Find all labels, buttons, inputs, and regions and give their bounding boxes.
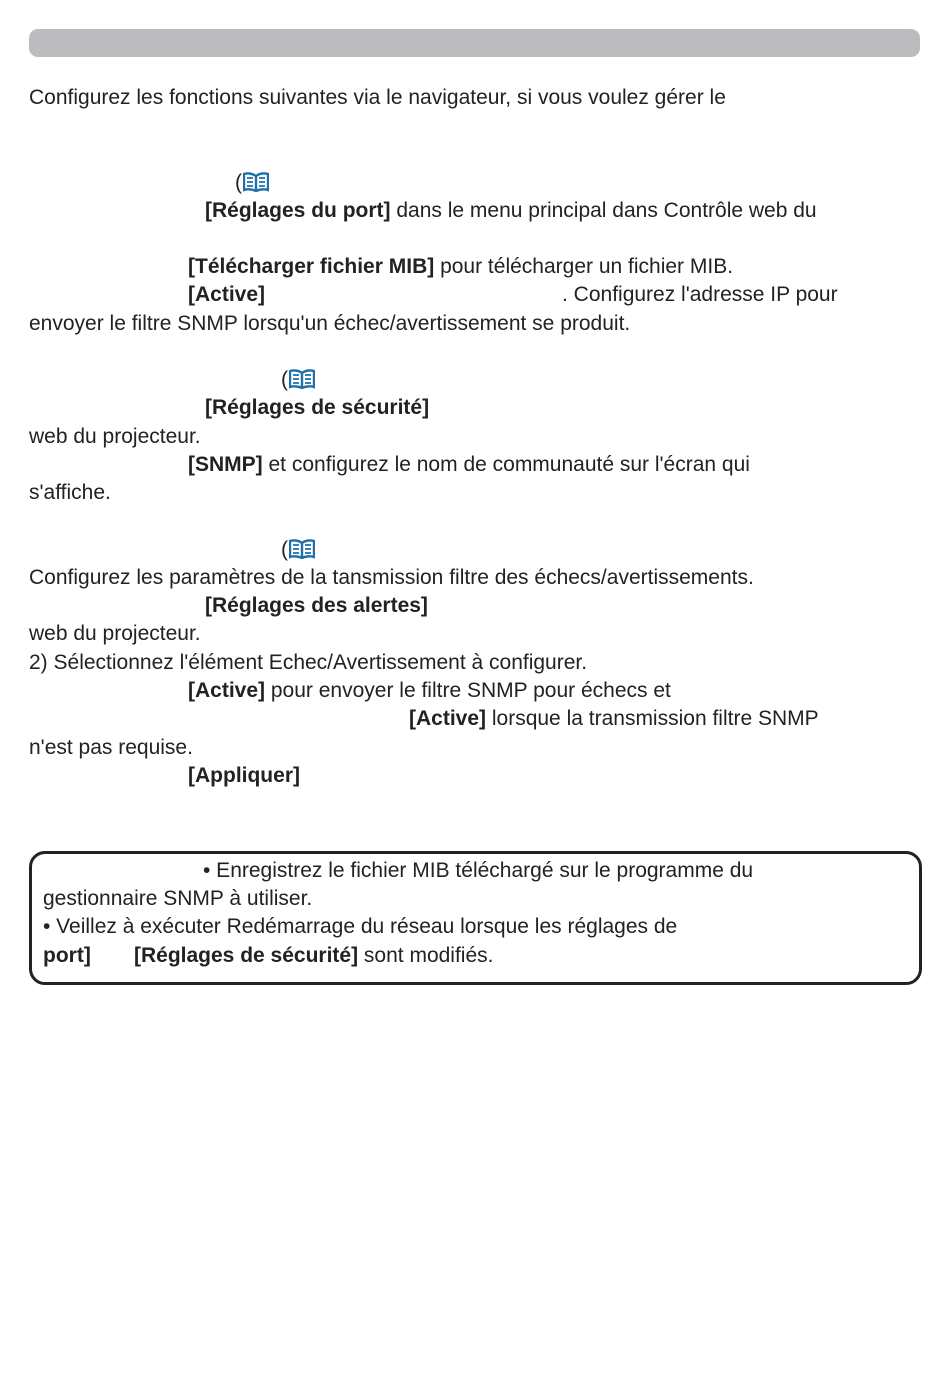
active-label: [Active] [409, 707, 487, 730]
section2-line4 [188, 452, 750, 478]
section3-line7-text: lorsque la transmission filtre SNMP [486, 707, 819, 730]
section1-line2-text: dans le menu principal dans Contrôle web du [390, 199, 817, 222]
reglages-securite-label: [Réglages de sécurité] [205, 396, 430, 419]
section2-line4-text: et configurez le nom de communauté sur l'écran qui [262, 453, 750, 476]
section2-line3: web du projecteur. [29, 425, 201, 448]
section3-reference [281, 537, 315, 566]
appliquer-label: [Appliquer] [188, 764, 300, 787]
note-line1: • Enregistrez le fichier MIB téléchargé sur le programme du [203, 859, 754, 882]
book-icon [243, 172, 269, 199]
note-line4-text: sont modifiés. [358, 944, 494, 967]
active-label: [Active] [188, 283, 266, 306]
section3-line8: n'est pas requise. [29, 736, 193, 759]
section1-paren: ( [235, 171, 242, 194]
section3-line2: Configurez les paramètres de la tansmission filtre des échecs/avertissements. [29, 566, 754, 589]
section3-line7 [409, 706, 819, 732]
note-port-label: port] [43, 944, 91, 967]
section3-paren: ( [281, 538, 288, 561]
note-line3: • Veillez à exécuter Redémarrage du réseau lorsque les réglages de [43, 915, 678, 938]
active-label: [Active] [188, 679, 266, 702]
book-icon [289, 369, 315, 396]
section1-line3-text: pour télécharger un fichier MIB. [434, 255, 734, 278]
note-line4 [134, 943, 494, 969]
book-icon [289, 539, 315, 566]
section1-line5: envoyer le filtre SNMP lorsqu'un échec/avertissement se produit. [29, 312, 631, 335]
section3-line4: web du projecteur. [29, 622, 201, 645]
reglages-du-port-label: [Réglages du port] [205, 199, 391, 222]
snmp-label: [SNMP] [188, 453, 263, 476]
intro-text: Configurez les fonctions suivantes via le navigateur, si vous voulez gérer le [29, 86, 726, 109]
section1-reference [235, 170, 269, 199]
section3-line5: 2) Sélectionnez l'élément Echec/Avertissement à configurer. [29, 651, 588, 674]
reglages-alertes-label: [Réglages des alertes] [205, 594, 428, 617]
section3-line6-text: pour envoyer le filtre SNMP pour échecs et [265, 679, 671, 702]
header-bar [29, 29, 920, 57]
note-reglages-securite-label: [Réglages de sécurité] [134, 944, 359, 967]
section1-line2 [205, 198, 817, 224]
section2-line5: s'affiche. [29, 481, 111, 504]
section3-line6 [188, 678, 671, 704]
section2-paren: ( [281, 368, 288, 391]
section2-reference [281, 367, 315, 396]
section1-line3 [188, 254, 733, 280]
section1-line4-right: . Configurez l'adresse IP pour [562, 283, 838, 306]
telecharger-mib-label: [Télécharger fichier MIB] [188, 255, 435, 278]
section1-line4-left [188, 282, 265, 308]
note-line2: gestionnaire SNMP à utiliser. [43, 887, 313, 910]
